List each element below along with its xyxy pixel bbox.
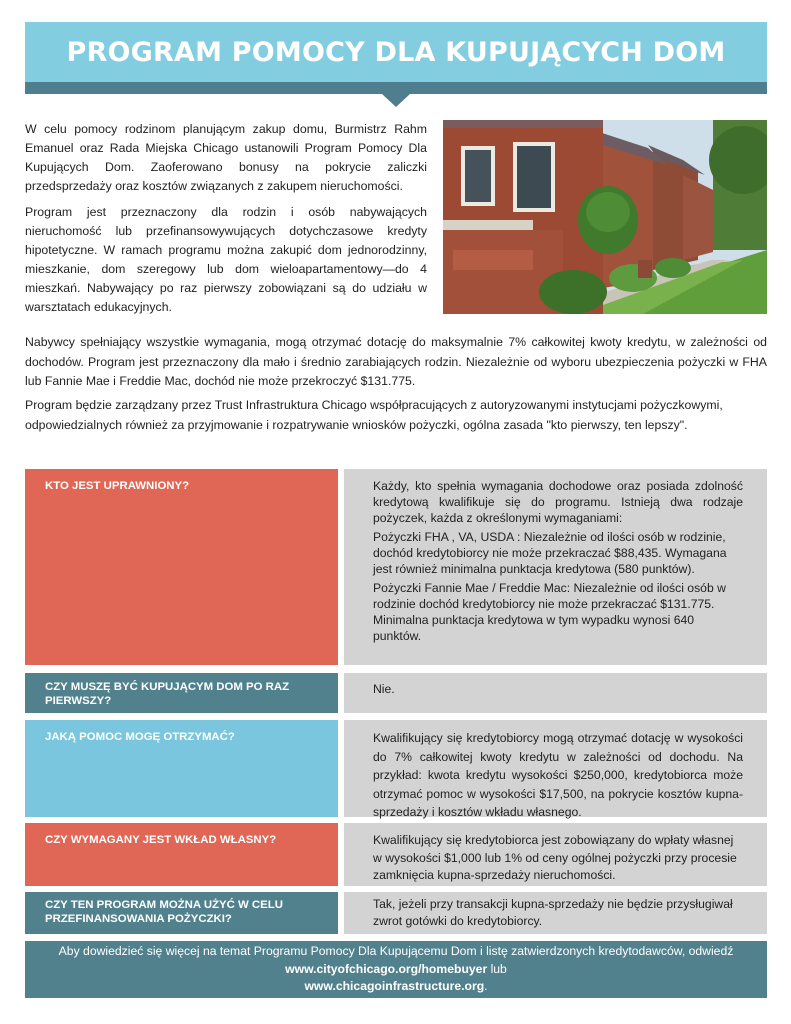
faq-row-down-payment bbox=[25, 823, 767, 886]
faq-answer bbox=[344, 469, 767, 665]
eligibility-paragraph bbox=[25, 333, 767, 392]
faq-question: CZY MUSZĘ BYĆ KUPUJĄCYM DOM PO RAZ PIERWSZY? bbox=[25, 673, 338, 713]
faq-row-refinance bbox=[25, 892, 767, 934]
houses-photo bbox=[443, 120, 767, 314]
faq-answer-text: Pożyczki Fannie Mae / Freddie Mac: Niezależnie od ilości osób w rodzinie dochód kredytobiorcy nie może przekraczać $131.775. Minimalna punktacja kredytowa w tym wypadku wynosi 640 punktów. bbox=[373, 581, 726, 643]
infrastructure-link[interactable]: www.chicagoinfrastructure.org bbox=[304, 979, 485, 993]
city-link[interactable]: www.cityofchicago.org/homebuyer bbox=[285, 961, 488, 976]
faq-row-assistance bbox=[25, 720, 767, 817]
faq-answer-text: Tak, jeżeli przy transakcji kupna-sprzedaży nie będzie przysługiwał zwrot gotówki do kredytobiorcy. bbox=[373, 897, 733, 928]
faq-answer-text: Każdy, kto spełnia wymagania dochodowe oraz posiada zdolność kredytową kwalifikuje się do programu. Istnieją dwa rodzaje pożyczek, każda z określonymi wymaganiami: bbox=[373, 479, 743, 525]
faq-question: CZY TEN PROGRAM MOŻNA UŻYĆ W CELU PRZEFINANSOWANIA POŻYCZKI? bbox=[25, 892, 338, 934]
faq-answer-text: Nie. bbox=[373, 682, 395, 696]
faq-answer-text: Pożyczki FHA , VA, USDA : Niezależnie od ilości osób w rodzinie, dochód kredytobiorcy nie może przekraczać $88,435. Wymagana jest również minimalna punktacja kredytowa (580 punktów). bbox=[373, 530, 727, 576]
faq-answer bbox=[344, 673, 767, 713]
footer-text: lub bbox=[487, 961, 507, 976]
body-paragraph-3: Nabywcy spełniający wszystkie wymagania, mogą otrzymać dotację do maksymalnie 7% całkowitej kwoty kredytu, w zależności od dochodów. Program jest przeznaczony dla mało i średnio zarabiających rodzin. Niezależnie od wyboru ubezpieczenia pożyczki w FHA lub Fannie Mae i Freddie Mac, dochód nie może przekroczyć $131.775. bbox=[25, 335, 767, 388]
title-underbar bbox=[25, 82, 767, 94]
title-banner bbox=[25, 22, 767, 82]
faq-row-first-time bbox=[25, 673, 767, 713]
intro-paragraph-1: W celu pomocy rodzinom planującym zakup domu, Burmistrz Rahm Emanuel oraz Rada Miejska Chicago ustanowili Program Pomocy Dla Kupujących Dom. Zaoferowano bonusy na pokrycie zaliczki przedsprzedaży oraz kosztów związanych z zakupem nieruchomości. bbox=[25, 122, 427, 193]
faq-question: KTO JEST UPRAWNIONY? bbox=[25, 469, 338, 665]
faq-answer-text: Kwalifikujący się kredytobiorca jest zobowiązany do wpłaty własnej w wysokości $1,000 lub 1% od ceny ogólnej pożyczki przy procesie zamknięcia kupna-sprzedaży nieruchomości. bbox=[373, 833, 737, 882]
body-paragraph-4: Program będzie zarządzany przez Trust Infrastruktura Chicago współpracujących z autoryzowanymi instytucjami pożyczkowymi, odpowiedzialnych również za przyjmowanie i rozpatrywanie wniosków pożyczki, ogólna zasada "kto pierwszy, ten lepszy". bbox=[25, 398, 723, 432]
intro-paragraph-2: Program jest przeznaczony dla rodzin i osób nabywających nieruchomość lub przefinansowywujących dotychczasowe kredyty hipotetyczne. W ramach programu można zakupić dom jednorodzinny, mieszkanie, dom szeregowy lub dom wieloapartamentowy—do 4 mieszkań. Nabywający po raz pierwszy zobowiązani są do udziału w warsztatach edukacyjnych. bbox=[25, 205, 427, 314]
footer-banner bbox=[25, 941, 767, 998]
page-title: PROGRAM POMOCY DLA KUPUJĄCYCH DOM bbox=[66, 36, 726, 68]
footer-text: . bbox=[484, 979, 488, 993]
faq-answer bbox=[344, 720, 767, 817]
faq-answer bbox=[344, 892, 767, 934]
down-arrow-icon bbox=[382, 94, 410, 107]
faq-row-eligibility bbox=[25, 469, 767, 665]
faq-question: JAKĄ POMOC MOGĘ OTRZYMAĆ? bbox=[25, 720, 338, 817]
footer-text: Aby dowiedzieć się więcej na temat Programu Pomocy Dla Kupującemu Dom i listę zatwierdzonych kredytodawców, odwiedź bbox=[58, 944, 734, 958]
intro-section bbox=[25, 120, 427, 324]
faq-answer bbox=[344, 823, 767, 886]
houses-illustration bbox=[443, 120, 767, 314]
faq-answer-text: Kwalifikujący się kredytobiorcy mogą otrzymać dotację w wysokości do 7% całkowitej kwoty kredytu w zależności od dochodu. Na przykład: kwota kredytu wysokości $250,000, kredytobiorca może otrzymać pomoc w wysokości $17,500, na pokrycie kosztów kupna- sprzedaży i kosztów wkładu własnego. bbox=[373, 731, 743, 819]
administration-paragraph bbox=[25, 396, 767, 435]
faq-question: CZY WYMAGANY JEST WKŁAD WŁASNY? bbox=[25, 823, 338, 886]
